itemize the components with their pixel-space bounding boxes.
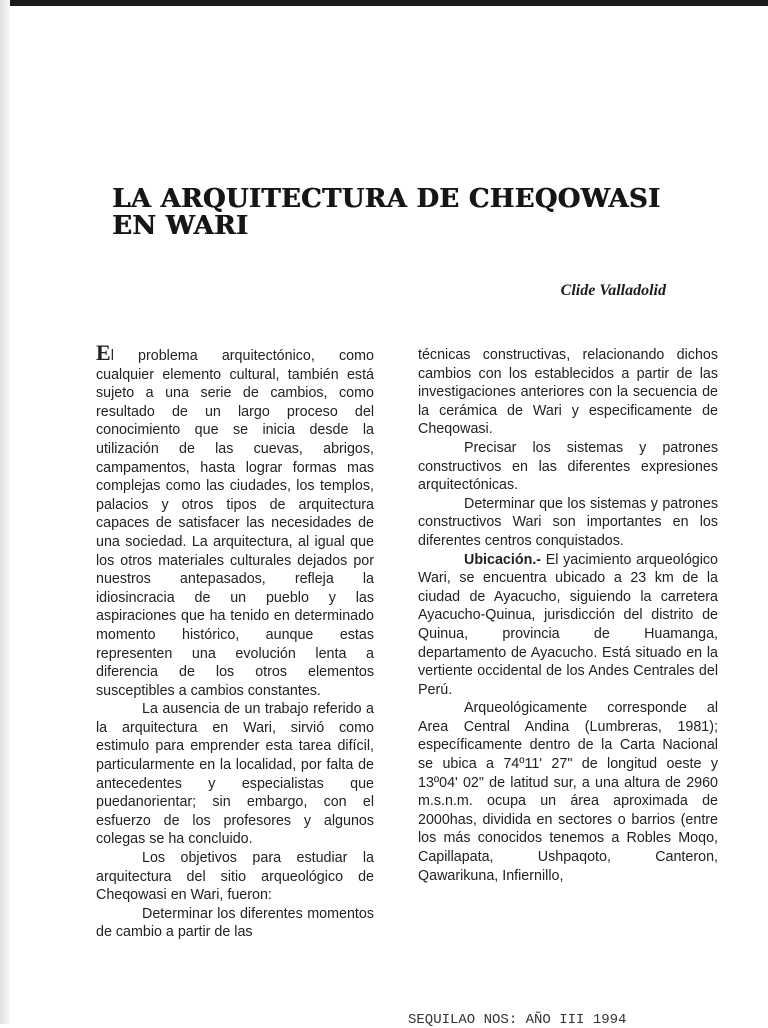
scan-top-edge — [0, 0, 768, 6]
objectives-paragraph: Los objetivos para estudiar la arquitectura del sitio arqueológico de Cheqowasi en Wari, fueron: — [96, 850, 374, 904]
objective-3-paragraph: Determinar que los sistemas y patrones constructivos Wari son importantes en los diferentes centros conquistados. — [418, 495, 718, 549]
objective-1-paragraph: Determinar los diferentes momentos de cambio a partir de las — [96, 905, 374, 941]
scan-left-edge — [0, 0, 10, 1024]
absence-paragraph: La ausencia de un trabajo referido a la arquitectura en Wari, sirvió como estimulo para emprender esta tarea difícil, particularmente en la localidad, por falta de antecedentes y especialistas que puedanorientar; sin embargo, con el esfuerzo de los profesores y algunos colegas se ha concluido. — [96, 701, 374, 848]
article-author: Clide Valladolid — [560, 282, 666, 299]
intro-paragraph-text: l problema arquitectónico, como cualquier elemento cultural, también está sujeto a una serie de cambios, como resultado de un largo proceso del conocimiento que se inicia desde la utilización de las cuevas, abrigos, campamentos, hasta lograr formas mas complejas como las ciudades, los templos, palacios y otros tipos de arquitectura capaces de satisfacer las necesidades de una sociedad. La arquitectura, al igual que los otros materiales culturales dejados por nuestros antepasados, refleja la idiosincracia de un pueblo y las aspiraciones que ha tenido en determinado momento histórico, aunque estas representen una evolución lenta a diferencia de los otros elementos susceptibles a cambios constantes. — [96, 348, 374, 699]
archaeology-paragraph: Arqueológicamente corresponde al Area Central Andina (Lumbreras, 1981); específicamente dentro de la Carta Nacional se ubica a 74º11' 27" de longitud oeste y 13º04' 02" de latitud sur, a una altura de 2960 m.s.n.m. ocupa un área aproximada de 2000has, dividida en sectores o barrios (entre los más conocidos tenemos a Robles Moqo, Capillapata, Ushpaqoto, Canteron, Qawarikuna, Infiernillo, — [418, 700, 718, 884]
article-title: LA ARQUITECTURA DE CHEQOWASI EN WARI — [112, 184, 661, 241]
left-column — [96, 340, 374, 942]
objective-1-continued: técnicas constructivas, relacionando dichos cambios con los establecidos a partir de las investigaciones anteriores con la secuencia de la cerámica de Wari y especificamente de Cheqowasi. — [418, 347, 718, 438]
drop-cap: E — [96, 340, 111, 365]
right-column — [418, 346, 718, 885]
location-label: Ubicación.- — [464, 551, 542, 568]
location-paragraph — [418, 551, 718, 700]
page-footer: SEQUILAO NOS: AÑO III 1994 — [408, 1012, 627, 1028]
objective-2-paragraph: Precisar los sistemas y patrones constructivos en las diferentes expresiones arquitectónicas. — [418, 439, 718, 494]
location-text: El yacimiento arqueológico Wari, se encuentra ubicado a 23 km de la ciudad de Ayacucho, siguiendo la carretera Ayacucho-Quinua, jurisdicción del distrito de Quinua, provincia de Huamanga, departamento de Ayacucho. Está situado en la vertiente occidental de los Andes Centrales del Perú. — [418, 551, 718, 698]
intro-paragraph — [96, 340, 374, 700]
